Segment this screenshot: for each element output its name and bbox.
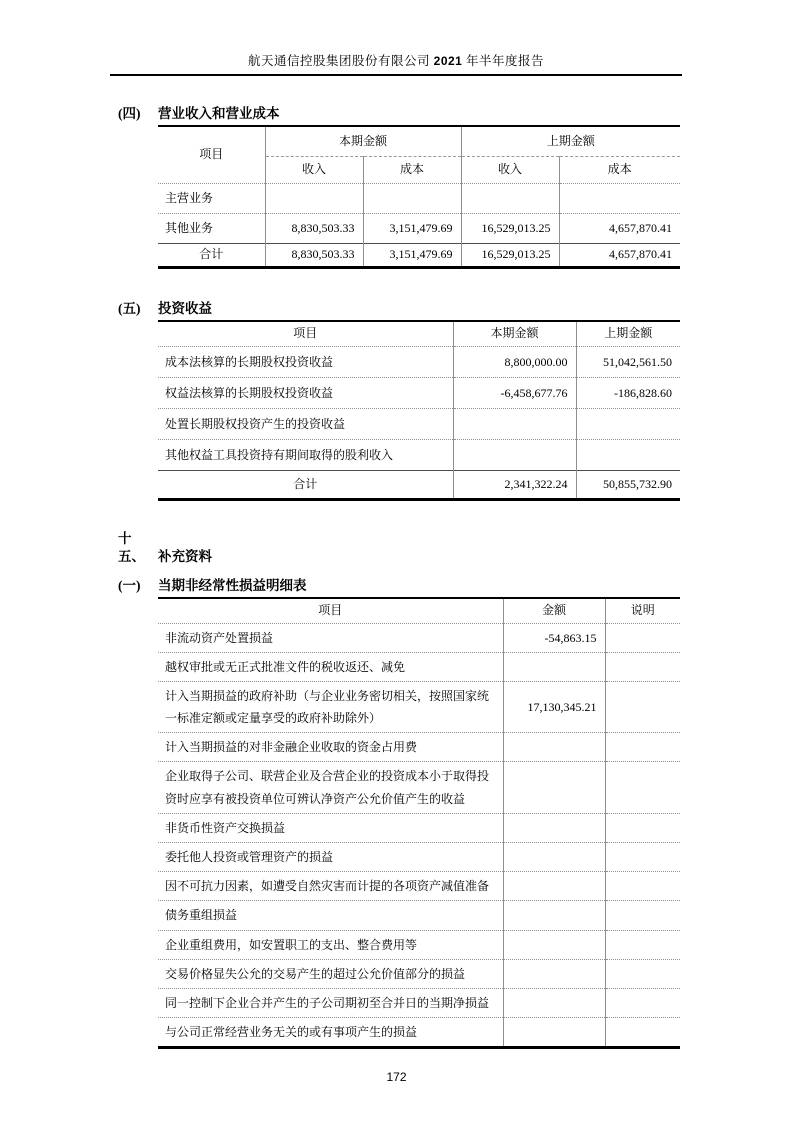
empty-value-cell: [605, 813, 680, 842]
empty-value-cell: [503, 762, 605, 813]
amount-cell: 3,151,479.69: [363, 213, 461, 243]
empty-value-cell: [503, 733, 605, 762]
item-label-cell: 企业重组费用，如安置职工的支出、整合费用等: [158, 930, 503, 959]
header-suffix: 年半年度报告: [465, 54, 544, 68]
header-company: 航天通信控股集团股份有限公司: [248, 54, 431, 68]
amount-cell: 2,341,322.24: [453, 471, 576, 500]
empty-value-cell: [461, 183, 559, 213]
page-number: 172: [386, 1070, 407, 1084]
column-group-current: 本期金额: [265, 126, 461, 156]
investment-income-table: [158, 320, 680, 502]
item-label-cell: 委托他人投资或管理资产的损益: [158, 843, 503, 872]
amount-cell: 50,855,732.90: [576, 471, 680, 500]
column-header-cost: 成本: [559, 156, 680, 183]
table-row: [158, 872, 680, 901]
item-label-cell: 合计: [158, 243, 265, 267]
amount-cell: 3,151,479.69: [363, 243, 461, 267]
amount-cell: 17,130,345.21: [503, 681, 605, 732]
section-heading-revenue: [110, 105, 682, 123]
item-label-cell: 非货币性资产交换损益: [158, 813, 503, 842]
section-title: 投资收益: [158, 300, 212, 316]
item-label-cell: 计入当期损益的政府补助（与企业业务密切相关，按照国家统一标准定额或定量享受的政府补助除外）: [158, 681, 503, 732]
table-row: [158, 652, 680, 681]
empty-value-cell: [503, 872, 605, 901]
empty-value-cell: [503, 988, 605, 1017]
page-content: [110, 0, 682, 1049]
amount-cell: 8,830,503.33: [265, 213, 363, 243]
table-row: [158, 243, 680, 267]
item-label-cell: 合计: [158, 471, 453, 500]
table-row: [158, 378, 680, 409]
running-header: [110, 0, 682, 76]
table-row: [158, 762, 680, 813]
table-header-row: [158, 321, 680, 347]
table-row: [158, 813, 680, 842]
item-label-cell: 处置长期股权投资产生的投资收益: [158, 409, 453, 440]
table-row: [158, 681, 680, 732]
item-label-cell: 其他权益工具投资持有期间取得的股利收入: [158, 440, 453, 471]
empty-value-cell: [265, 183, 363, 213]
table-row: [158, 623, 680, 652]
header-year: 2021: [433, 54, 463, 68]
item-label-cell: 与公司正常经营业务无关的或有事项产生的损益: [158, 1018, 503, 1048]
empty-value-cell: [605, 930, 680, 959]
item-label-cell: 债务重组损益: [158, 901, 503, 930]
amount-cell: 8,830,503.33: [265, 243, 363, 267]
empty-value-cell: [605, 901, 680, 930]
amount-cell: -6,458,677.76: [453, 378, 576, 409]
column-header-item: 项目: [199, 147, 224, 162]
item-label-cell: 其他业务: [158, 213, 265, 243]
column-header-prior: 上期金额: [576, 321, 680, 347]
section-number: 十五、: [118, 531, 145, 564]
item-label-cell: 交易价格显失公允的交易产生的超过公允价值部分的损益: [158, 959, 503, 988]
column-header-income: 收入: [461, 156, 559, 183]
item-label-cell: 企业取得子公司、联营企业及合营企业的投资成本小于取得投资时应享有被投资单位可辨认净资产公允价值产生的收益: [158, 762, 503, 813]
empty-value-cell: [605, 872, 680, 901]
empty-value-cell: [363, 183, 461, 213]
section-number: (一): [118, 578, 141, 593]
amount-cell: 4,657,870.41: [559, 213, 680, 243]
table-row: [158, 988, 680, 1017]
column-header-item: 项目: [318, 603, 343, 618]
section-title: 补充资料: [158, 549, 212, 564]
table-row: [158, 409, 680, 440]
section-heading-nonrecurring: [110, 577, 682, 595]
table-row: [158, 1018, 680, 1048]
item-label-cell: 权益法核算的长期股权投资收益: [158, 378, 453, 409]
nonrecurring-items-table: [158, 597, 680, 1049]
column-header-current: 本期金额: [453, 321, 576, 347]
table-row: [158, 213, 680, 243]
amount-cell: 8,800,000.00: [453, 347, 576, 378]
section-title: 营业收入和营业成本: [158, 106, 280, 121]
empty-value-cell: [503, 652, 605, 681]
empty-value-cell: [605, 652, 680, 681]
empty-value-cell: [503, 959, 605, 988]
item-label-cell: 计入当期损益的对非金融企业收取的资金占用费: [158, 733, 503, 762]
table-row: [158, 733, 680, 762]
item-label-cell: 同一控制下企业合并产生的子公司期初至合并日的当期净损益: [158, 988, 503, 1017]
table-header-row: [158, 598, 680, 623]
amount-cell: 16,529,013.25: [461, 213, 559, 243]
empty-value-cell: [559, 183, 680, 213]
item-label-cell: 主营业务: [158, 183, 265, 213]
empty-value-cell: [605, 733, 680, 762]
table-row: [158, 930, 680, 959]
empty-value-cell: [503, 901, 605, 930]
empty-value-cell: [605, 843, 680, 872]
empty-value-cell: [576, 440, 680, 471]
empty-value-cell: [503, 843, 605, 872]
table-row: [158, 843, 680, 872]
empty-value-cell: [605, 959, 680, 988]
section-number: (五): [118, 300, 141, 316]
empty-value-cell: [503, 1018, 605, 1048]
empty-value-cell: [605, 762, 680, 813]
column-header-cost: 成本: [363, 156, 461, 183]
amount-cell: 4,657,870.41: [559, 243, 680, 267]
empty-value-cell: [605, 1018, 680, 1048]
column-header-note: 说明: [605, 598, 680, 623]
table-header-row: [158, 126, 680, 156]
table-row: [158, 959, 680, 988]
table-row: [158, 183, 680, 213]
empty-value-cell: [605, 681, 680, 732]
table-row: [158, 471, 680, 500]
amount-cell: 51,042,561.50: [576, 347, 680, 378]
section-heading-supplementary: [110, 530, 682, 566]
column-header-amount: 金额: [503, 598, 605, 623]
section-number: (四): [118, 106, 141, 121]
item-label-cell: 非流动资产处置损益: [158, 623, 503, 652]
item-label-cell: 成本法核算的长期股权投资收益: [158, 347, 453, 378]
empty-value-cell: [453, 440, 576, 471]
amount-cell: 16,529,013.25: [461, 243, 559, 267]
column-header-income: 收入: [265, 156, 363, 183]
empty-value-cell: [576, 409, 680, 440]
table-row: [158, 901, 680, 930]
section-heading-investment: [110, 300, 682, 318]
column-header-item: 项目: [293, 326, 318, 341]
column-group-prior: 上期金额: [461, 126, 680, 156]
table-row: [158, 347, 680, 378]
empty-value-cell: [605, 988, 680, 1017]
section-title: 当期非经常性损益明细表: [158, 578, 307, 593]
empty-value-cell: [503, 813, 605, 842]
empty-value-cell: [605, 623, 680, 652]
empty-value-cell: [503, 930, 605, 959]
amount-cell: -186,828.60: [576, 378, 680, 409]
amount-cell: -54,863.15: [503, 623, 605, 652]
item-label-cell: 越权审批或无正式批准文件的税收返还、减免: [158, 652, 503, 681]
empty-value-cell: [453, 409, 576, 440]
table-row: [158, 440, 680, 471]
item-label-cell: 因不可抗力因素，如遭受自然灾害而计提的各项资产减值准备: [158, 872, 503, 901]
revenue-cost-table: [158, 125, 680, 269]
